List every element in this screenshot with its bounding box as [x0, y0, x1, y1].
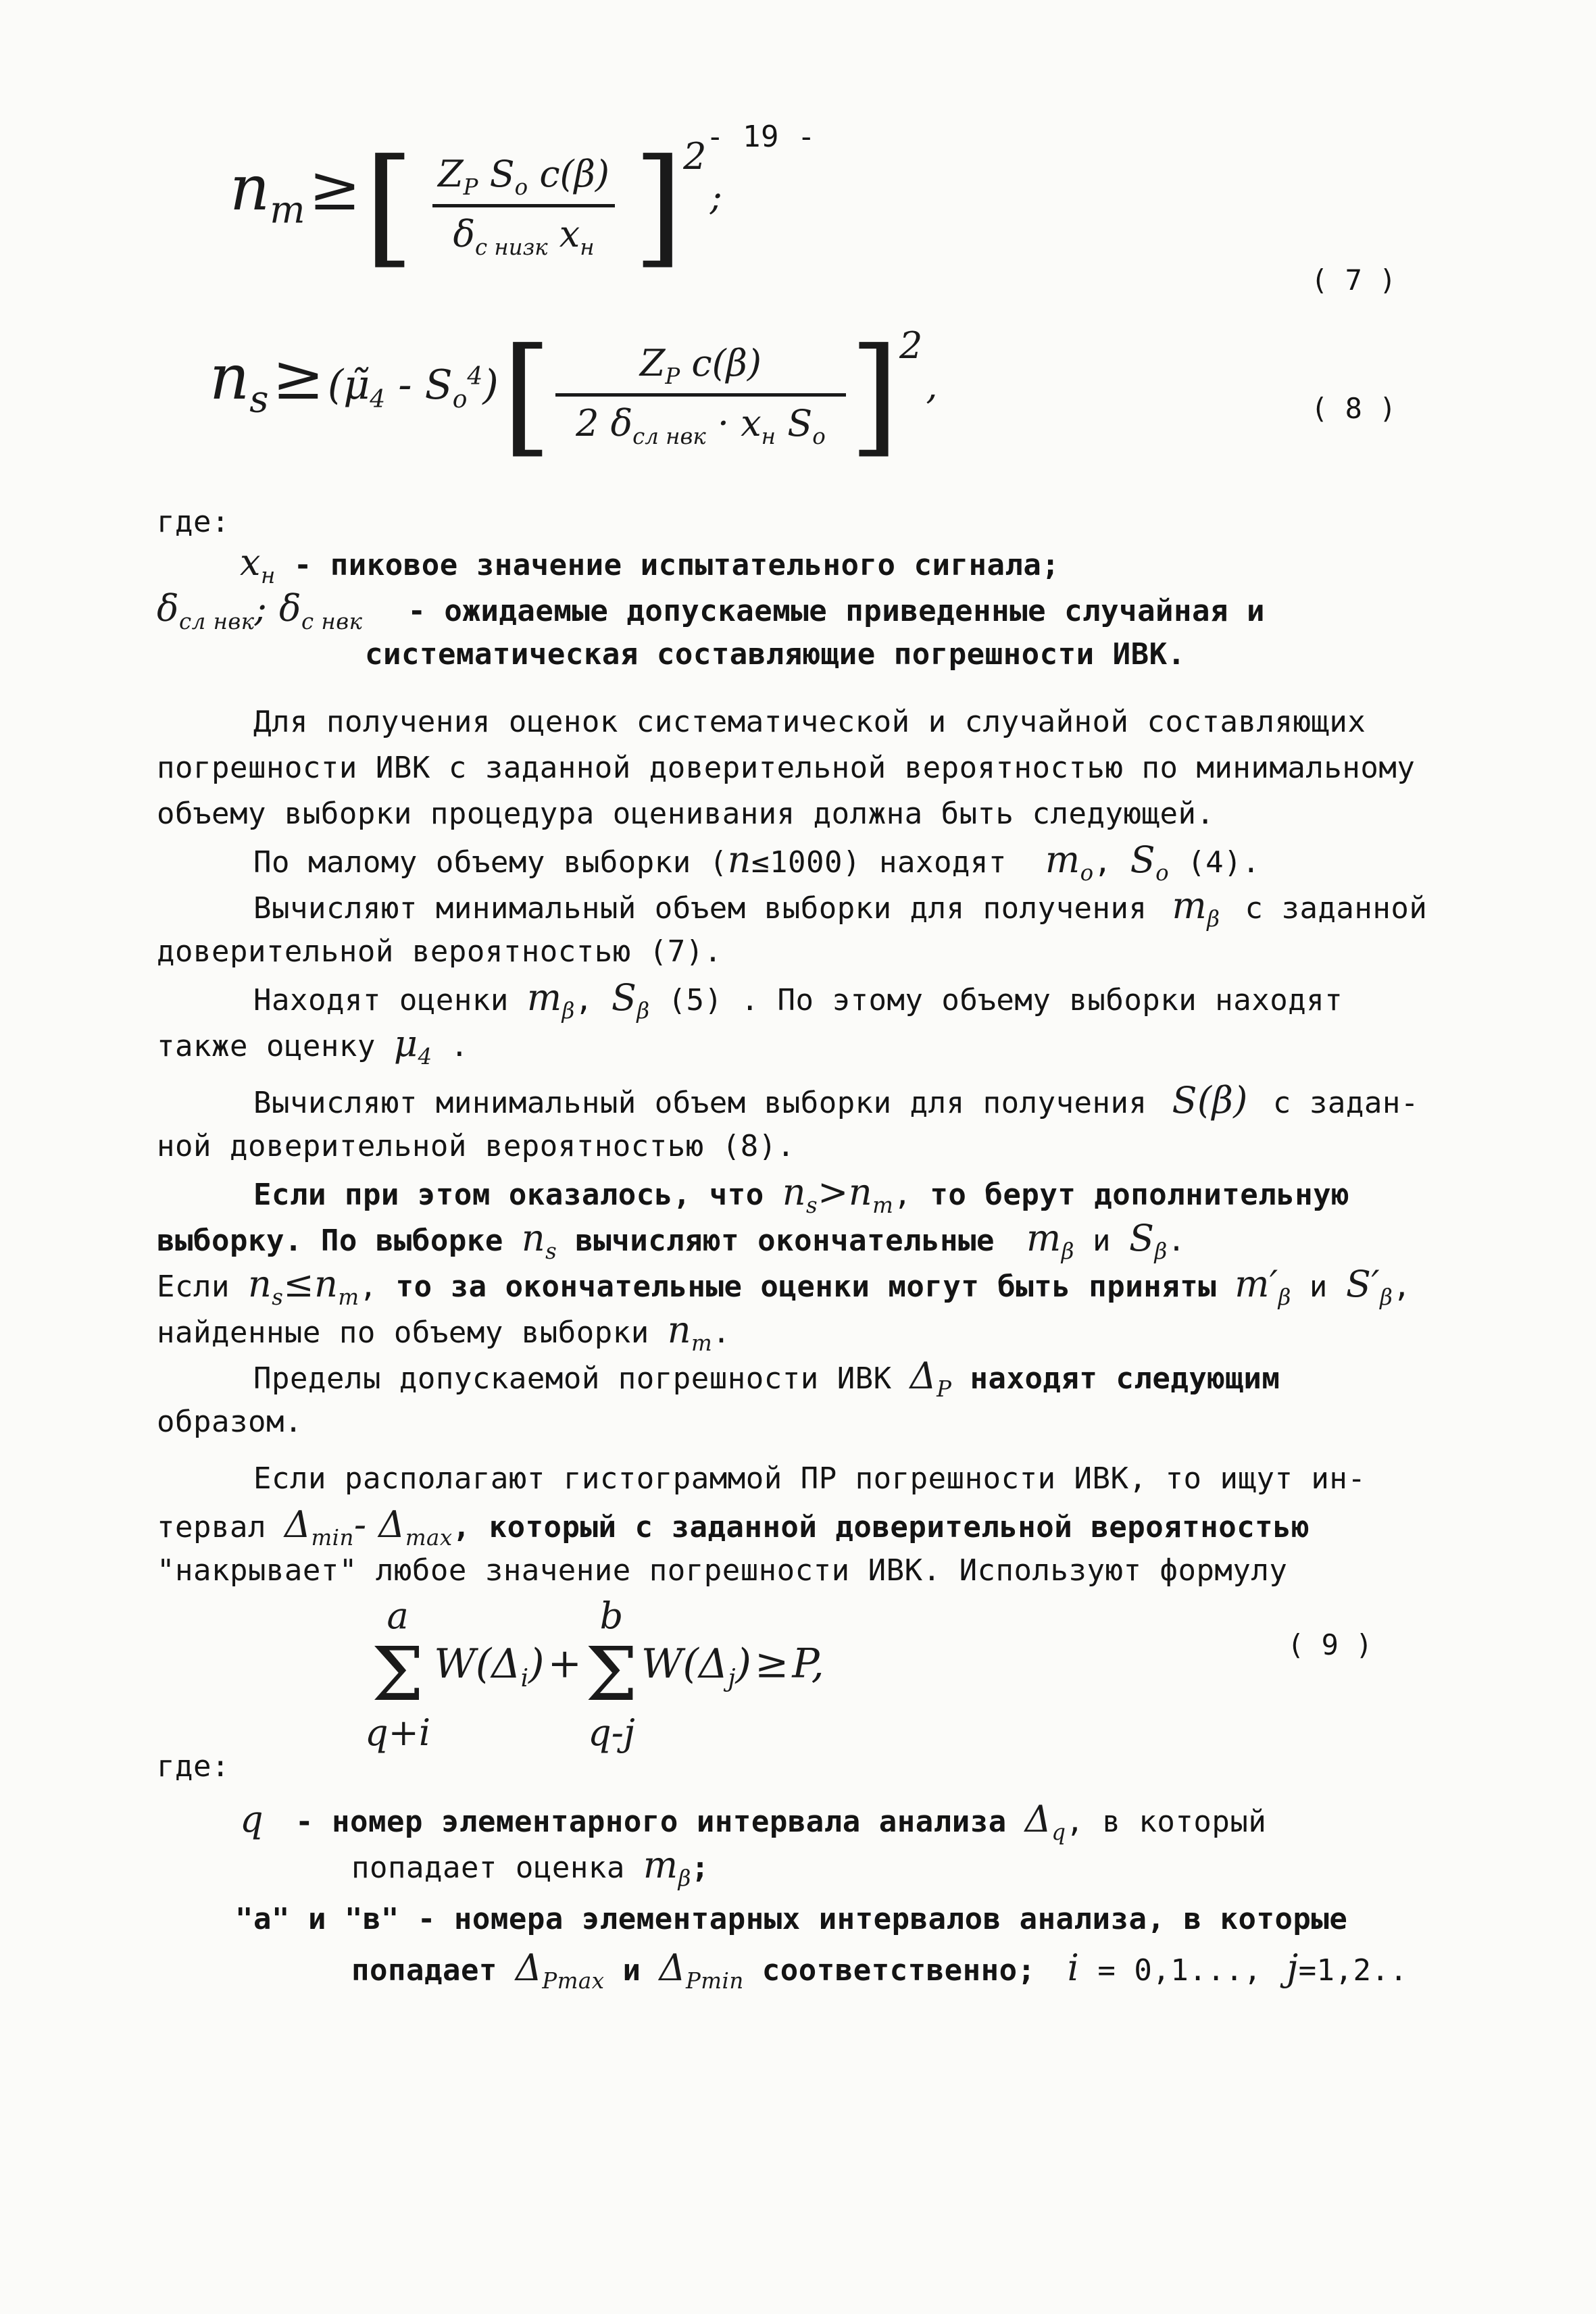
para1-line4: По малому объему выборки (n≤1000) находят $m_o$, $S_o$ (4).: [253, 838, 1261, 886]
eq8-fraction: [555, 342, 846, 449]
eq8-punct: ,: [926, 365, 938, 407]
para2-line5: Если $n_s\le n_m$, то за окончательные оценки могут быть приняты $m'_\beta$ и $S'_\beta$,: [157, 1263, 1412, 1310]
where1-item2-symbol: $\delta_{сл нвк}$; $\delta_{с нвк}$: [157, 587, 363, 634]
eq7-numerator: $Z_P$ $S_o$ c(β): [438, 153, 609, 200]
eq8-paren: $(\mũ_4 - S_o^4)$: [327, 361, 499, 413]
where1-label: где:: [157, 505, 230, 539]
para1-line5: Вычисляют минимальный объем выборки для получения $m_\beta$ с заданной: [253, 884, 1428, 932]
eq7-fraction: [418, 153, 630, 260]
eq7-left-bracket: [: [364, 131, 415, 281]
where2-item2-cont: попадает $\Delta_{Pmax}$ и $\Delta_{Pmin}$ соответственно; i = 0,1..., j=1,2..: [351, 1946, 1408, 1994]
eq9-sum2: b Σ q-j: [585, 1594, 638, 1754]
para2-line2: ной доверительной вероятностью (8).: [157, 1129, 795, 1163]
eq9-rhs: P: [792, 1640, 812, 1688]
where2-item1-cont: попадает оценка $m_\beta$;: [351, 1844, 709, 1891]
where2-label: где:: [157, 1749, 230, 1784]
eq7-rel: ≥: [308, 152, 361, 224]
para3-line1: Пределы допускаемой погрешности ИВК $\Delta_P$ находят следующим: [253, 1355, 1280, 1402]
eq9-plus: +: [547, 1640, 582, 1688]
where1-item2-cont: систематическая составляющие погрешности ИВК.: [365, 637, 1186, 672]
eq8-number: ( 8 ): [1311, 392, 1397, 425]
para1-line7: Находят оценки $m_\beta$, $S_\beta$ (5) . По этому объему выборки находят: [253, 976, 1343, 1024]
equation-7: [230, 131, 722, 281]
where1-item1: $x_н$ - пиковое значение испытательного сигнала;: [240, 541, 1060, 588]
equation-9: a Σ q+i $W(\Delta_i)$ + b Σ q-j $W(\Delta_j) \ge P$,: [365, 1594, 824, 1754]
para1-line6: доверительной вероятностью (7).: [157, 934, 722, 969]
page-number: - 19 -: [706, 120, 816, 154]
where2-item1-symbol: q: [240, 1798, 264, 1840]
where1-item2: $\delta_{сл нвк}$; $\delta_{с нвк}$ - ожидаемые допускаемые приведенные случайная и: [157, 587, 1265, 634]
eq7-denominator: $\delta_{с низк}$ $x_н$: [432, 204, 614, 260]
eq8-right-bracket: ]: [849, 320, 899, 470]
eq9-term1: $W(\Delta_i)$: [434, 1640, 545, 1692]
eq7-power: 2: [683, 135, 707, 178]
eq9-sum1: a Σ q+i: [365, 1594, 431, 1754]
para4-line3: "накрывает" любое значение погрешности ИВК. Используют формулу: [157, 1553, 1288, 1588]
para3-line2: образом.: [157, 1405, 303, 1439]
para1-line1: Для получения оценок систематической и случайной составляющих: [253, 705, 1366, 739]
eq8-left-bracket: [: [501, 320, 552, 470]
where1-item1-symbol: $x_н$: [240, 541, 276, 588]
para2-line4: выборку. По выборке $n_s$ вычисляют окончательные $m_\beta$ и $S_\beta$.: [157, 1217, 1186, 1264]
eq8-rel: ≥: [272, 341, 324, 413]
equation-8: [209, 320, 938, 470]
eq7-lhs: $n_m$: [230, 152, 305, 232]
para2-line3: Если при этом оказалось, что $n_s>n_m$, то берут дополнительную: [253, 1171, 1350, 1218]
eq7-punct: ;: [709, 176, 722, 218]
eq8-power: 2: [899, 324, 923, 367]
eq8-lhs: $n_s$: [209, 341, 269, 422]
para4-line2: тервал $\Delta_{min}-$ $\Delta_{max}$, который с заданной доверительной вероятностью: [157, 1503, 1310, 1551]
where2-item2: "а" и "в" - номера элементарных интервалов анализа, в которые: [235, 1902, 1348, 1936]
para2-line1: Вычисляют минимальный объем выборки для получения S(β) с задан-: [253, 1079, 1419, 1122]
where2-item1: q - номер элементарного интервала анализа $\Delta_q$, в который: [240, 1798, 1267, 1845]
eq9-number: ( 9 ): [1287, 1628, 1373, 1661]
eq8-denominator: 2 $\delta_{сл нвк} \cdot x_н$ $S_o$: [555, 393, 846, 449]
para1-line3: объему выборки процедура оценивания должна быть следующей.: [157, 797, 1215, 831]
eq8-numerator: $Z_P$ c(β): [639, 342, 762, 389]
para1-line8: также оценку $\mu_4$ .: [157, 1022, 469, 1070]
para1-line2: погрешности ИВК с заданной доверительной вероятностью по минимальному: [157, 751, 1416, 785]
para4-line1: Если располагают гистограммой ПР погрешности ИВК, то ищут ин-: [253, 1461, 1366, 1496]
eq9-term2: $W(\Delta_j)$: [641, 1640, 751, 1692]
para2-line6: найденные по объему выборки $n_m$.: [157, 1309, 731, 1356]
eq9-rel: ≥: [755, 1640, 789, 1688]
eq7-number: ( 7 ): [1311, 263, 1397, 297]
eq7-right-bracket: ]: [633, 131, 684, 281]
